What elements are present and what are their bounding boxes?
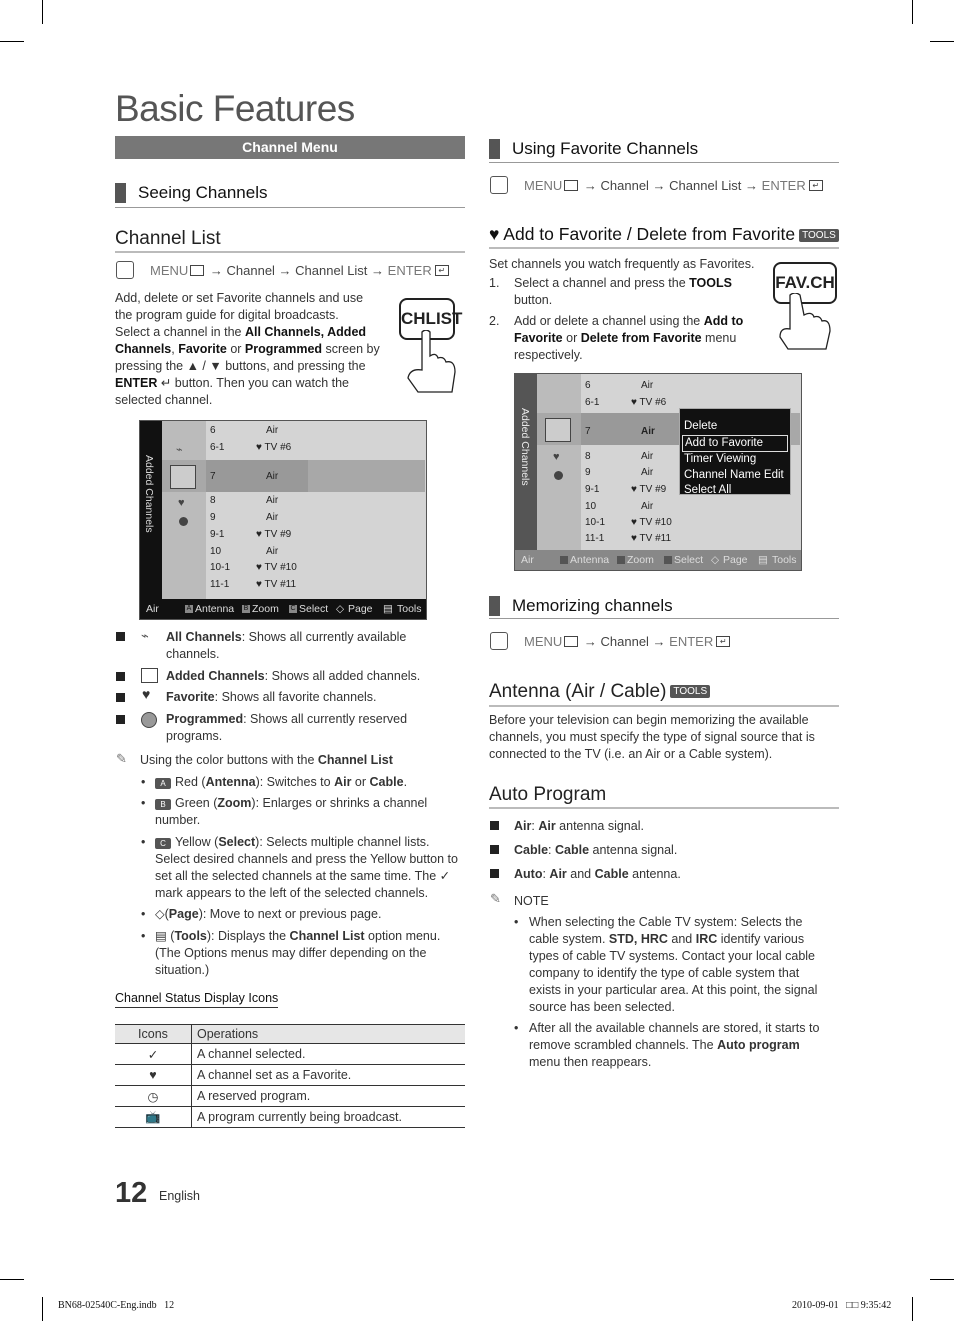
status-icons-title: Channel Status Display Icons — [115, 991, 278, 1008]
menu-item-add-to-favorite[interactable]: Add to Favorite — [682, 435, 788, 453]
bullet — [490, 845, 499, 854]
bar-tools-label[interactable]: Tools — [772, 554, 797, 566]
channel-name: ♥ TV #10 — [631, 517, 672, 528]
page-icon: ◇ — [336, 603, 345, 615]
green-button-item — [155, 795, 455, 829]
bullet — [490, 821, 499, 830]
green-button-badge: B — [243, 605, 249, 612]
text-span: Programmed — [166, 712, 244, 726]
channel-name: Air — [641, 467, 654, 478]
text-span: Tools — [174, 929, 207, 943]
bullet — [116, 693, 125, 702]
page-number: 12 — [115, 1177, 148, 1209]
red-button-item — [155, 774, 465, 791]
channel-name: Air — [266, 512, 279, 523]
page-language: English — [159, 1189, 200, 1203]
added-channels-icon — [545, 418, 571, 442]
yellow-button-badge — [664, 556, 672, 564]
section-band: Channel Menu — [115, 136, 465, 159]
text-span: Page — [168, 907, 199, 921]
status-icons-table — [115, 1024, 465, 1128]
chlist-remote-button-illustration: CHLIST — [399, 298, 455, 340]
note-item-2 — [529, 1020, 834, 1071]
channel-name: ♥ TV #11 — [631, 533, 672, 544]
subsection-memorizing: Memorizing channels — [489, 596, 673, 616]
enter-icon: ↵ — [716, 636, 730, 647]
tools-badge: TOOLS — [799, 229, 839, 242]
yellow-button-badge: C — [290, 605, 296, 612]
text-span: antenna signal. — [555, 819, 644, 833]
tools-icon: ▤ — [383, 603, 393, 615]
step-number: 1. — [489, 276, 500, 290]
bar-select-label[interactable]: Select — [674, 554, 704, 566]
text-span: Yellow ( — [175, 835, 219, 849]
bar-air-label: Air — [521, 554, 534, 566]
auto-item-cable — [514, 842, 677, 859]
crop-mark — [930, 41, 954, 42]
favch-remote-button-illustration: FAV.CH — [773, 262, 837, 304]
bar-zoom-label[interactable]: Zoom — [627, 554, 654, 566]
text-span: Red ( — [175, 775, 206, 789]
menu-label: MENU — [524, 178, 563, 193]
color-buttons-note — [140, 752, 393, 769]
text-span: Air — [549, 867, 567, 881]
crop-mark — [0, 41, 24, 42]
c-button-icon: C — [155, 838, 171, 849]
table-row — [115, 1044, 465, 1065]
text-span: Cable — [555, 843, 590, 857]
selected-row[interactable] — [206, 460, 308, 492]
step-2 — [514, 313, 764, 364]
menu-path-steps: → Channel → — [580, 634, 670, 649]
text-span: : — [531, 819, 539, 833]
text-span: Air — [538, 819, 556, 833]
auto-item-auto — [514, 866, 681, 883]
enter-label: ENTER — [669, 634, 714, 649]
text-span: STD, HRC — [608, 932, 668, 946]
channel-name: ♥ TV #11 — [256, 579, 297, 590]
text-span: screen by pressing the ▲ / ▼ buttons, and pressing the — [115, 342, 380, 373]
text-span: : Shows all currently available channels. — [166, 630, 407, 661]
all-channels-icon: ⌁ — [176, 444, 183, 456]
menu-path-steps: → Channel → Channel List → — [580, 178, 762, 193]
screen-side-label: Added Channels — [143, 455, 155, 533]
text-span: and — [667, 932, 696, 946]
favorite-icon: ♥ — [178, 497, 185, 509]
step-number: 2. — [489, 314, 500, 328]
tools-badge: TOOLS — [670, 685, 710, 698]
menu-item-delete[interactable]: Delete — [684, 420, 718, 432]
text-span: ): Displays the — [206, 929, 290, 943]
heart-icon: ♥ — [115, 1065, 192, 1086]
enter-label: ENTER — [387, 263, 432, 278]
text-span: , — [171, 342, 179, 356]
divider — [115, 251, 465, 253]
text-span: button. — [514, 293, 553, 307]
antenna-text: Before your television can begin memorizing the available channels, you must specify the type of signal source that is connected to the TV (i.e. an Air or a Cable system). — [489, 713, 815, 761]
added-channels-icon — [141, 668, 158, 683]
green-button-badge — [617, 556, 625, 564]
text-span: Favorite — [166, 690, 215, 704]
channel-number: 6 — [210, 425, 216, 436]
channel-name: ♥ TV #9 — [256, 529, 292, 540]
channel-number: 7 — [210, 471, 216, 482]
screen-bottom-bar — [515, 550, 801, 570]
hand-illustration — [778, 293, 838, 351]
memo-icon — [490, 632, 508, 650]
divider — [489, 807, 839, 809]
text-span: Auto — [514, 867, 543, 881]
menu-path — [524, 178, 823, 193]
red-button-badge — [560, 556, 568, 564]
screen-icon-column — [162, 421, 206, 599]
text-span: ): Selects multiple channel lists. Select desired channels and press the Yellow button to set all the selected channels at the same time. The ✓ mark appears to the left of the selected channels. — [155, 835, 458, 900]
table-row — [115, 1086, 465, 1107]
enter-icon: ↵ — [157, 376, 172, 390]
text-span: Green ( — [175, 796, 218, 810]
all-channels-icon: ⌁ — [141, 628, 149, 643]
programmed-icon — [179, 517, 188, 526]
table-cell: A channel selected. — [192, 1044, 466, 1065]
auto-item-air — [514, 818, 644, 835]
channel-list-screen — [139, 420, 427, 620]
favorite-screen — [514, 373, 802, 571]
divider — [489, 705, 839, 707]
crop-mark — [42, 1297, 43, 1321]
bar-tools-label[interactable]: Tools — [397, 603, 422, 615]
channel-number: 8 — [210, 495, 216, 506]
page-item — [155, 906, 465, 923]
bar-page-label[interactable]: Page — [723, 554, 748, 566]
enter-label: ENTER — [761, 178, 806, 193]
bullet — [490, 869, 499, 878]
screen-bottom-bar — [140, 599, 426, 619]
footer-date: 2010-09-01 □□ 9:35:42 — [792, 1300, 892, 1311]
text-span: Channel List — [289, 929, 365, 943]
channel-number: 9 — [585, 467, 591, 478]
tools-item — [155, 928, 465, 979]
text-span: When selecting the Cable TV system: Selects the cable system. — [529, 915, 803, 946]
bullet-added-channels — [166, 668, 456, 685]
bullet-favorite — [166, 689, 456, 706]
text-span: Programmed — [244, 342, 323, 356]
channel-number: 6 — [585, 380, 591, 391]
bar-page-label[interactable]: Page — [348, 603, 373, 615]
text-span: ( — [164, 907, 169, 921]
bullet — [116, 672, 125, 681]
text-span: Using the color buttons with the — [140, 753, 318, 767]
channel-name: Air — [266, 425, 279, 436]
page-icon: ◇ — [155, 907, 165, 921]
note-pencil-icon: ✎ — [490, 891, 501, 906]
table-cell: A channel set as a Favorite. — [192, 1065, 466, 1086]
page-title: Basic Features — [115, 88, 355, 129]
channel-number: 11-1 — [585, 533, 605, 544]
add-favorite-heading — [489, 224, 839, 245]
text-span: button. Then you can watch the selected channel. — [115, 376, 349, 407]
text-span: identify various types of cable TV systems. Contact your local cable company to identify the type of cable system that exists in your particular area. At this point, the signal source has been selected. — [529, 932, 818, 1014]
channel-name: Air — [641, 380, 654, 391]
channel-number: 9 — [210, 512, 216, 523]
text-span: ): Enlarges or shrinks a channel number. — [155, 796, 428, 827]
favorite-icon: ♥ — [142, 686, 151, 702]
text-span: Select — [218, 835, 256, 849]
screen-side-label: Added Channels — [519, 408, 531, 486]
dot-bullet: • — [141, 796, 146, 810]
bullet-programmed — [166, 711, 426, 745]
table-row — [115, 1065, 465, 1086]
text-span: or — [562, 331, 581, 345]
text-span: : — [542, 867, 550, 881]
selected-row[interactable] — [581, 413, 683, 445]
intro-paragraph-2 — [115, 324, 380, 409]
crop-mark — [912, 1297, 913, 1321]
text-span: All Channels, Added Channels — [115, 325, 367, 356]
text-span: Select a channel and press the — [514, 276, 690, 290]
text-span: : Shows all currently reserved programs. — [166, 712, 408, 743]
memo-icon — [490, 176, 508, 194]
check-icon: ✓ — [115, 1044, 192, 1065]
menu-item-timer-viewing[interactable]: Timer Viewing — [684, 453, 757, 465]
text-span: ( — [170, 929, 175, 943]
channel-name: Air — [641, 451, 654, 462]
text-span: Added Channels — [166, 669, 265, 683]
menu-item-channel-name-edit[interactable]: Channel Name Edit — [684, 468, 784, 481]
channel-name: ♥ TV #10 — [256, 562, 297, 573]
text-span: Select a channel in the — [115, 325, 245, 339]
red-button-badge: A — [186, 605, 192, 612]
channel-number: 10-1 — [585, 517, 606, 528]
channel-name: Air — [641, 501, 654, 512]
programmed-icon — [141, 712, 157, 728]
menu-icon — [564, 636, 578, 647]
text-span: Zoom — [217, 796, 252, 810]
yellow-button-item — [155, 834, 467, 902]
text-span: menu then reappears. — [529, 1055, 652, 1069]
channel-number: 6-1 — [585, 397, 600, 408]
crop-mark — [0, 1279, 24, 1280]
text-span: Antenna — [205, 775, 256, 789]
text-span: menu respectively. — [514, 331, 737, 362]
text-span: : — [548, 843, 555, 857]
text-span: Delete from Favorite — [580, 331, 702, 345]
col-header-icons: Icons — [115, 1025, 192, 1044]
intro-text — [115, 290, 380, 409]
text-span: Air — [514, 819, 532, 833]
text-span: Cable — [594, 867, 629, 881]
text-span: All Channels — [166, 630, 242, 644]
channel-number: 6-1 — [210, 442, 225, 453]
channel-number: 7 — [585, 426, 591, 437]
dot-bullet: • — [514, 1021, 519, 1035]
channel-name: Air — [641, 426, 655, 437]
note-label: NOTE — [514, 894, 549, 908]
channel-number: 11-1 — [210, 579, 230, 590]
text-span: option menu. (The Options menus may differ depending on the situation.) — [155, 929, 441, 977]
tools-icon: ▤ — [758, 554, 768, 566]
dot-bullet: • — [141, 775, 146, 789]
text-span: and — [566, 867, 595, 881]
bullet — [116, 632, 125, 641]
text-span: antenna. — [628, 867, 681, 881]
divider — [115, 207, 465, 208]
added-channels-icon — [170, 465, 196, 489]
table-header — [115, 1025, 465, 1044]
clock-icon: ◷ — [115, 1086, 192, 1107]
a-button-icon: A — [155, 778, 171, 789]
bar-select-label[interactable]: Select — [299, 603, 329, 615]
menu-item-select-all[interactable]: Select All — [684, 484, 732, 496]
dot-bullet: • — [141, 835, 146, 849]
bar-air-label: Air — [146, 603, 159, 615]
bullet — [116, 715, 125, 724]
bullet-all-channels — [166, 629, 426, 663]
channel-number: 8 — [585, 451, 591, 462]
text-span: or — [351, 775, 370, 789]
channel-number: 10-1 — [210, 562, 231, 573]
heart-icon: ♥ — [489, 224, 504, 244]
fav-intro: Set channels you watch frequently as Favorites. — [489, 257, 755, 271]
favorite-icon: ♥ — [553, 451, 560, 463]
b-button-icon: B — [155, 799, 171, 810]
channel-name: ♥ TV #9 — [631, 484, 667, 495]
text-span: Add to Favorite — [514, 314, 744, 345]
text-span: or — [226, 342, 245, 356]
programmed-icon — [554, 471, 563, 480]
text-span: : Shows all added channels. — [264, 669, 421, 683]
text-span: Cable — [514, 843, 549, 857]
menu-label: MENU — [150, 263, 189, 278]
menu-icon — [190, 265, 204, 276]
table-row — [115, 1107, 465, 1128]
text-span: Favorite — [178, 342, 227, 356]
tools-icon: ▤ — [155, 929, 171, 943]
divider — [489, 247, 839, 249]
menu-path-steps: → Channel → Channel List → — [206, 263, 388, 278]
text-span: Add or delete a channel using the — [514, 314, 704, 328]
page-icon: ◇ — [711, 554, 720, 566]
dot-bullet: • — [514, 915, 519, 929]
channel-name: ♥ TV #6 — [631, 397, 667, 408]
channel-name: Air — [266, 495, 279, 506]
subsection-using-favorite: Using Favorite Channels — [489, 139, 698, 159]
table-cell: A reserved program. — [192, 1086, 466, 1107]
note-pencil-icon: ✎ — [116, 751, 127, 766]
heading-text: Antenna (Air / Cable) — [489, 681, 667, 702]
text-span: ): Move to next or previous page. — [198, 907, 382, 921]
crop-mark — [912, 0, 913, 24]
channel-number: 10 — [210, 546, 222, 557]
channel-name: ♥ TV #6 — [256, 442, 292, 453]
heading-text: Add to Favorite / Delete from Favorite — [503, 224, 796, 244]
menu-label: MENU — [524, 634, 563, 649]
table-cell: A program currently being broadcast. — [192, 1107, 466, 1128]
text-span: . — [403, 775, 408, 789]
channel-list-heading: Channel List — [115, 228, 221, 249]
bar-antenna-label[interactable]: Antenna — [570, 554, 610, 566]
dot-bullet: • — [141, 929, 146, 943]
text-span: Air — [334, 775, 352, 789]
footer-file: BN68-02540C-Eng.indb 12 — [58, 1300, 175, 1311]
step-1 — [514, 275, 764, 309]
tv-icon: 📺 — [115, 1107, 192, 1128]
text-span: ENTER — [115, 376, 158, 390]
enter-icon: ↵ — [435, 265, 449, 276]
memo-icon — [116, 261, 134, 279]
channel-number: 9-1 — [210, 529, 225, 540]
text-span: Channel List — [317, 753, 393, 767]
channel-number: 10 — [585, 501, 597, 512]
antenna-heading — [489, 681, 710, 703]
bar-antenna-label[interactable]: Antenna — [195, 603, 235, 615]
text-span: ): Switches to — [255, 775, 335, 789]
hand-illustration — [400, 330, 460, 395]
channel-name: Air — [266, 471, 279, 482]
menu-path — [150, 263, 449, 278]
divider — [489, 618, 839, 619]
intro-paragraph-1: Add, delete or set Favorite channels and use the program guide for digital broadcasts. — [115, 291, 364, 322]
text-span: TOOLS — [689, 276, 732, 290]
enter-icon: ↵ — [809, 180, 823, 191]
dot-bullet: • — [141, 907, 146, 921]
text-span: Cable — [369, 775, 404, 789]
auto-program-heading: Auto Program — [489, 784, 607, 805]
note-item-1 — [529, 914, 834, 1016]
subsection-seeing-channels: Seeing Channels — [115, 183, 267, 203]
menu-icon — [564, 180, 578, 191]
col-header-operations: Operations — [192, 1025, 466, 1044]
text-span: Auto program — [717, 1038, 800, 1052]
divider — [489, 162, 839, 163]
menu-path — [524, 634, 730, 649]
text-span: After all the available channels are stored, it starts to remove scrambled channels. The — [529, 1021, 820, 1052]
channel-name: Air — [266, 546, 279, 557]
tools-popup-menu — [679, 408, 791, 495]
text-span: : Shows all favorite channels. — [214, 690, 377, 704]
text-span: IRC — [695, 932, 718, 946]
crop-mark — [42, 0, 43, 24]
bar-zoom-label[interactable]: Zoom — [252, 603, 279, 615]
channel-number: 9-1 — [585, 484, 600, 495]
crop-mark — [930, 1279, 954, 1280]
text-span: antenna signal. — [589, 843, 678, 857]
